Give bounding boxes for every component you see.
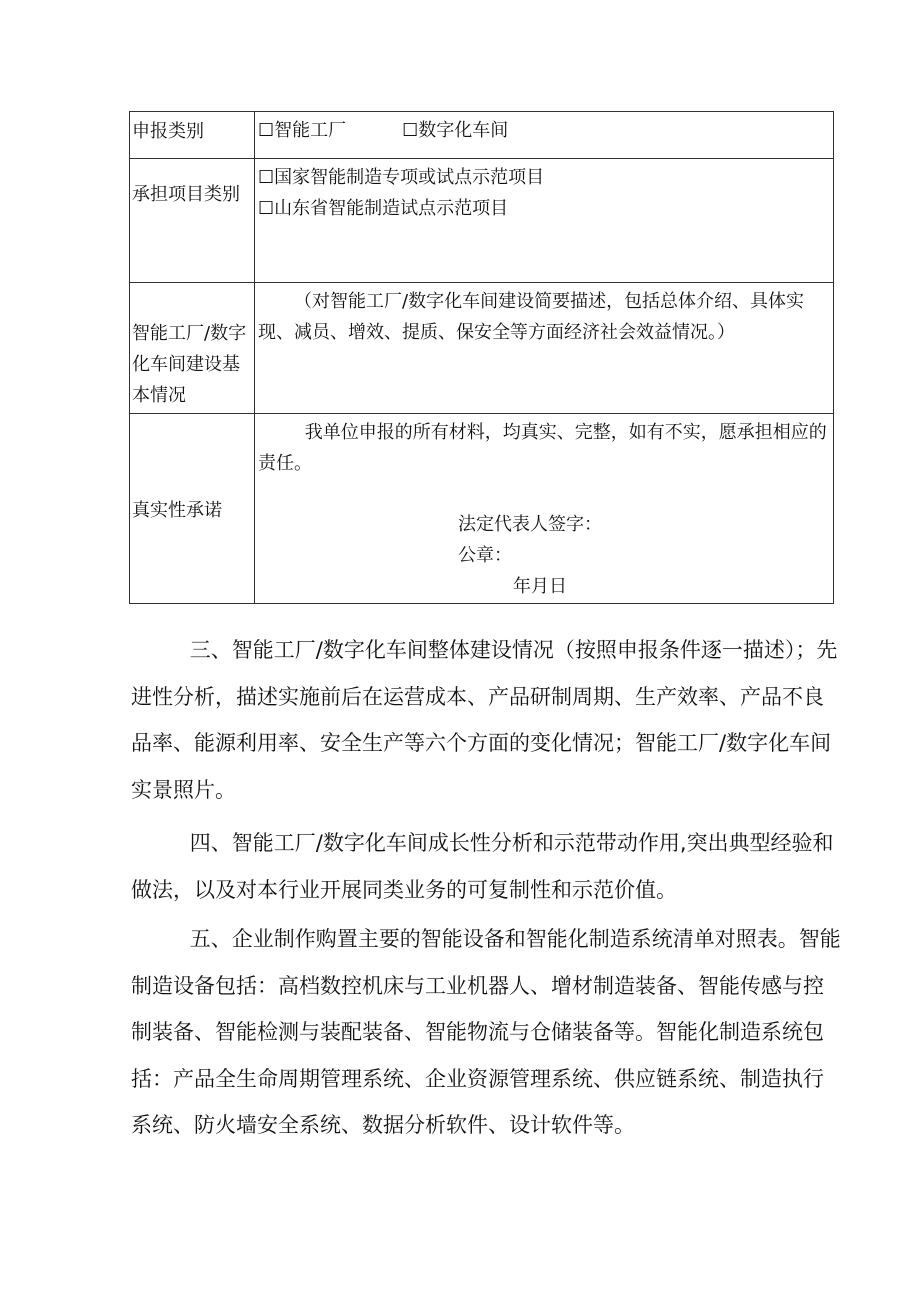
section-four-text: 四、智能工厂/数字化车间成长性分析和示范带动作用,突出典型经验和做法，以及对本行业开展同类业务的可复制性和示范价值。 [131,831,834,902]
label-basic-situation: 智能工厂/数字化车间建设基本情况 [130,283,255,414]
label-project-category: 承担项目类别 [130,159,255,283]
row-application-category [130,112,834,159]
value-basic-situation[interactable]: （对智能工厂/数字化车间建设简要描述，包括总体介绍、具体实现、减员、增效、提质、保安全等方面经济社会效益情况。） [255,283,834,414]
checkbox-national-project[interactable]: ☐国家智能制造专项或试点示范项目 [258,167,545,188]
label-application-category: 申报类别 [130,112,255,159]
section-five-text: 五、企业制作购置主要的智能设备和智能化制造系统清单对照表。智能制造设备包括：高档数控机床与工业机器人、增材制造装备、智能传感与控制装备、智能检测与装配装备、智能物流与仓储装备等。智能化制造系统包括：产品全生命周期管理系统、企业资源管理系统、供应链系统、制造执行系统、防火墙安全系统、数据分析软件、设计软件等。 [131,927,841,1137]
application-form-table [129,111,834,604]
legal-representative-signature[interactable]: 法定代表人签字： [458,514,602,535]
row-project-category [130,159,834,283]
value-project-category [255,159,834,283]
section-three-text: 三、智能工厂/数字化车间整体建设情况（按照申报条件逐一描述）；先进性分析，描述实施前后在运营成本、产品研制周期、生产效率、产品不良品率、能源利用率、安全生产等六个方面的变化情况；智能工厂/数字化车间实景照片。 [131,638,838,802]
section-four-paragraph [131,820,843,913]
official-seal[interactable]: 公章： [458,545,512,566]
label-authenticity-commitment: 真实性承诺 [130,414,255,604]
checkbox-digital-workshop[interactable]: ☐数字化车间 [402,120,509,141]
section-three-paragraph [131,627,843,813]
value-authenticity-commitment [255,414,834,604]
commitment-text: 我单位申报的所有材料，均真实、完整，如有不实，愿承担相应的责任。 [258,422,827,474]
signing-date[interactable]: 年月日 [513,576,567,597]
value-application-category [255,112,834,159]
checkbox-smart-factory[interactable]: ☐智能工厂 [258,120,347,141]
section-five-paragraph [131,916,843,1149]
row-authenticity-commitment [130,414,834,604]
row-basic-situation [130,283,834,414]
checkbox-provincial-project[interactable]: ☐山东省智能制造试点示范项目 [258,198,509,219]
